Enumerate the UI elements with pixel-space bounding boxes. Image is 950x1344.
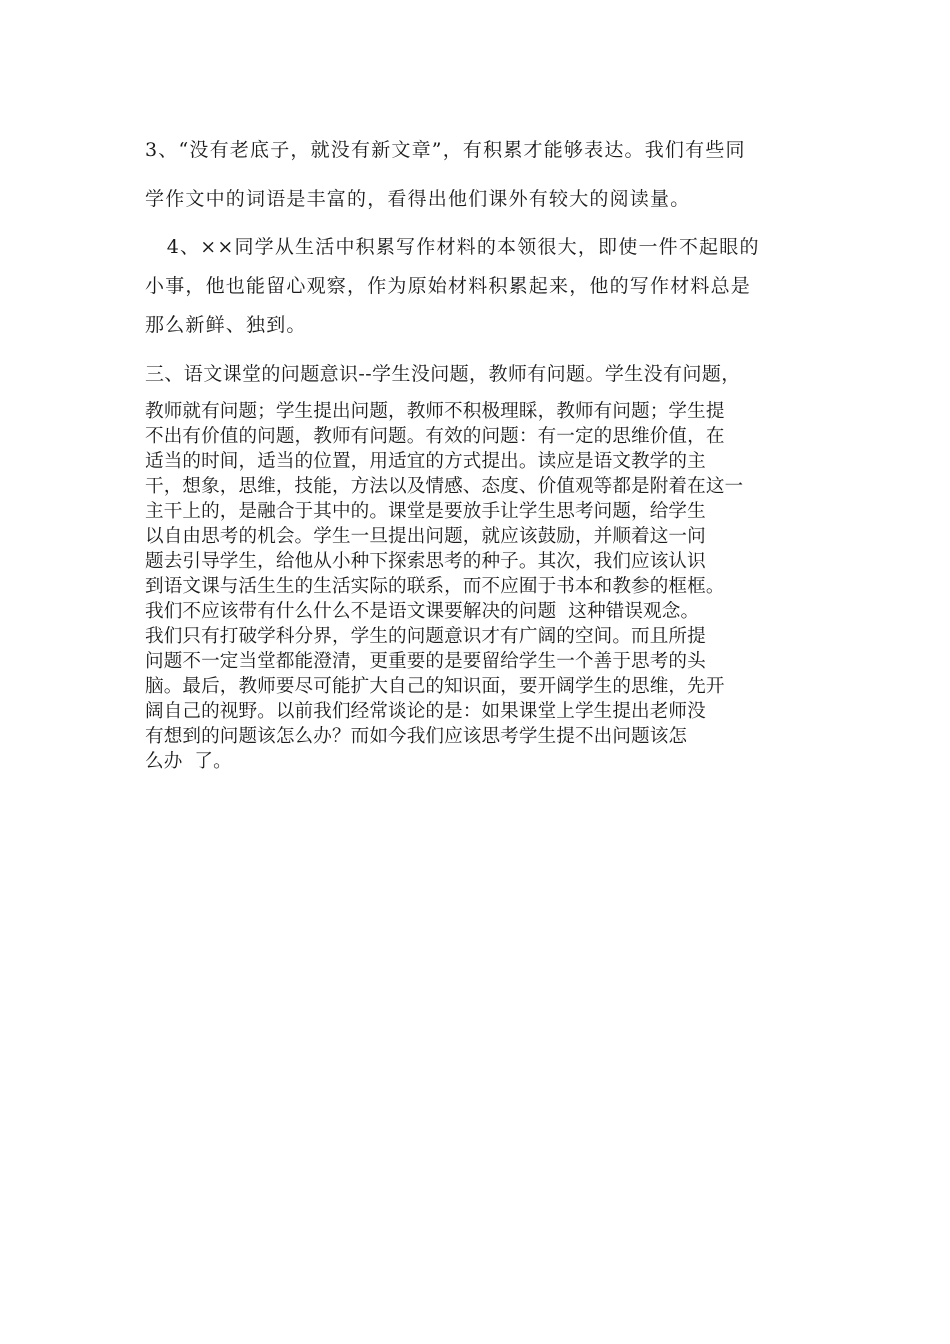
section-3-body-line: 主干上的，是融合于其中的。课堂是要放手让学生思考问题，给学生 (145, 501, 706, 522)
paragraph-4-line-3: 那么新鲜、独到。 (145, 314, 307, 336)
section-3-body-line: 教师就有问题；学生提出问题，教师不积极理睬，教师有问题；学生提 (145, 401, 725, 422)
section-3-body-line: 到语文课与活生生的生活实际的联系，而不应囿于书本和教参的框框。 (145, 576, 725, 597)
section-3-body-line: 阔自己的视野。以前我们经常谈论的是：如果课堂上学生提出老师没 (145, 701, 706, 722)
section-3-body-line: 适当的时间，适当的位置，用适宜的方式提出。读应是语文教学的主 (145, 451, 706, 472)
section-3-body-line: 我们不应该带有什么什么不是语文课要解决的问题 这种错误观念。 (145, 601, 700, 622)
section-3-body-line: 问题不一定当堂都能澄清，更重要的是要留给学生一个善于思考的头 (145, 651, 706, 672)
section-3-body-line: 脑。最后，教师要尽可能扩大自己的知识面，要开阔学生的思维，先开 (145, 676, 725, 697)
section-3-body-line: 以自由思考的机会。学生一旦提出问题，就应该鼓励，并顺着这一问 (145, 526, 706, 547)
paragraph-3-line-1: 3、“没有老底子，就没有新文章”，有积累才能够表达。我们有些同 (145, 139, 746, 161)
section-3-body-line: 我们只有打破学科分界，学生的问题意识才有广阔的空间。而且所提 (145, 626, 706, 647)
section-3-body-line: 有想到的问题该怎么办？而如今我们应该思考学生提不出问题该怎 (145, 726, 688, 747)
section-3-body-line: 题去引导学生，给他从小种下探索思考的种子。其次，我们应该认识 (145, 551, 706, 572)
paragraph-4-line-1: 4、××同学从生活中积累写作材料的本领很大，即使一件不起眼的 (145, 236, 760, 258)
section-3-heading: 三、语文课堂的问题意识--学生没问题，教师有问题。学生没有问题， (145, 363, 741, 385)
section-3-body-line: 不出有价值的问题，教师有问题。有效的问题：有一定的思维价值，在 (145, 426, 725, 447)
section-3-body-line: 么办 了。 (145, 751, 232, 772)
paragraph-3-line-2: 学作文中的词语是丰富的，看得出他们课外有较大的阅读量。 (145, 188, 691, 210)
section-3-body-line: 干，想象，思维，技能，方法以及情感、态度、价值观等都是附着在这一 (145, 476, 744, 497)
paragraph-4-line-2: 小事，他也能留心观察，作为原始材料积累起来，他的写作材料总是 (145, 275, 752, 297)
